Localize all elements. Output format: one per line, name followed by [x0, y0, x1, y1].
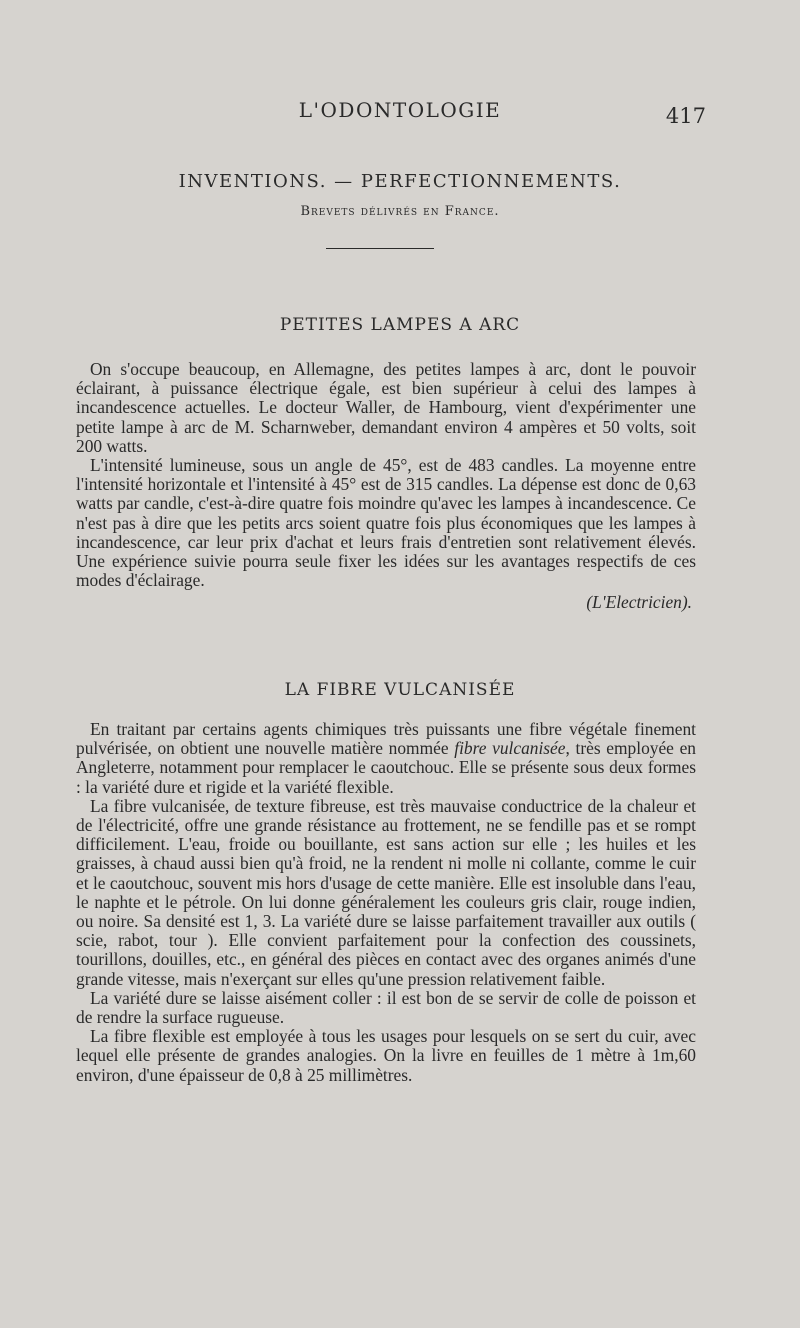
italic-term: fibre vulcanisée	[454, 738, 566, 759]
source-citation: (L'Electricien).	[586, 592, 692, 613]
running-head	[0, 98, 800, 128]
paragraph: L'intensité lumineuse, sous un angle de 45°, est de 483 candles. La moyenne entre l'intensité horizontale et l'intensité à 45° est de 315 candles. La dépense est donc de 0,63 watts par candle, c'est-à-dire quatre fois moindre qu'avec les lampes à incandescence. Ce n'est pas à dire que les petits arcs soient quatre fois plus économiques que les lampes à incandescence, car leur prix d'achat et leurs frais d'entretien sont relativement élevés. Une expérience suivie pourra seule fixer les idées sur les avantages respectifs de ces modes d'éclairage.	[76, 455, 696, 591]
section-divider	[326, 248, 434, 249]
paragraph: La fibre flexible est employée à tous les usages pour lesquels on se sert du cuir, avec lequel elle présente de grandes analogies. On la livre en feuilles de 1 mètre à 1m,60 environ, d'une épaisseur de 0,8 à 25 millimètres.	[76, 1026, 696, 1085]
paragraph: La fibre vulcanisée, de texture fibreuse, est très mauvaise conductrice de la chaleur et de l'électricité, offre une grande résistance au frottement, ne se fendille pas et se rompt difficilement. L'eau, froide ou bouillante, est sans action sur elle ; les huiles et les graisses, à chaud aussi bien qu'à froid, ne la rendent ni molle ni collante, comme le cuir et le caoutchouc, souvent mis hors d'usage de cette manière. Elle est insoluble dans l'eau, le naphte et le pétrole. On lui donne généralement les couleurs gris clair, rouge indien, ou noire. Sa densité est 1, 3. La variété dure se laisse parfaitement travailler aux outils ( scie, rabot, tour ). Elle convient parfaitement pour la confection des coussinets, tourillons, douilles, etc., en général des pièces en contact avec des organes animés d'une grande vitesse, mais n'exerçant sur elles qu'une pression relativement faible.	[76, 795, 696, 989]
paragraph-text: , très employée en Angleterre, notamment pour remplacer le caoutchouc. Elle se présente sous deux formes : la variété dure et rigide et la variété flexible.	[76, 738, 696, 797]
paragraph-text: En traitant par certains agents chimiques très puissants une fibre végétale finement pulvérisée, on obtient une nouvelle matière nommée	[76, 719, 696, 759]
page-number: 417	[665, 104, 706, 128]
article-title-fibre: LA FIBRE VULCANISÉE	[284, 680, 516, 700]
article-body-fibre	[76, 720, 696, 1085]
paragraph	[76, 720, 696, 797]
section-heading: INVENTIONS. — PERFECTIONNEMENTS.	[178, 171, 622, 192]
section-subheading: Brevets délivrés en France.	[300, 204, 500, 219]
paragraph: La variété dure se laisse aisément coller : il est bon de se servir de colle de poisson et de rendre la surface rugueuse.	[76, 987, 696, 1028]
journal-title: L'ODONTOLOGIE	[298, 98, 502, 122]
paragraph: On s'occupe beaucoup, en Allemagne, des petites lampes à arc, dont le pouvoir éclairant, à puissance électrique égale, est bien supérieur à celui des lampes à incandescence actuelles. Le docteur Waller, de Hambourg, vient d'expérimenter une petite lampe à arc de M. Scharnweber, demandant environ 4 ampères et 50 volts, soit 200 watts.	[76, 359, 696, 456]
article-body-lampes	[76, 360, 696, 613]
article-title-lampes: PETITES LAMPES A ARC	[279, 315, 521, 335]
